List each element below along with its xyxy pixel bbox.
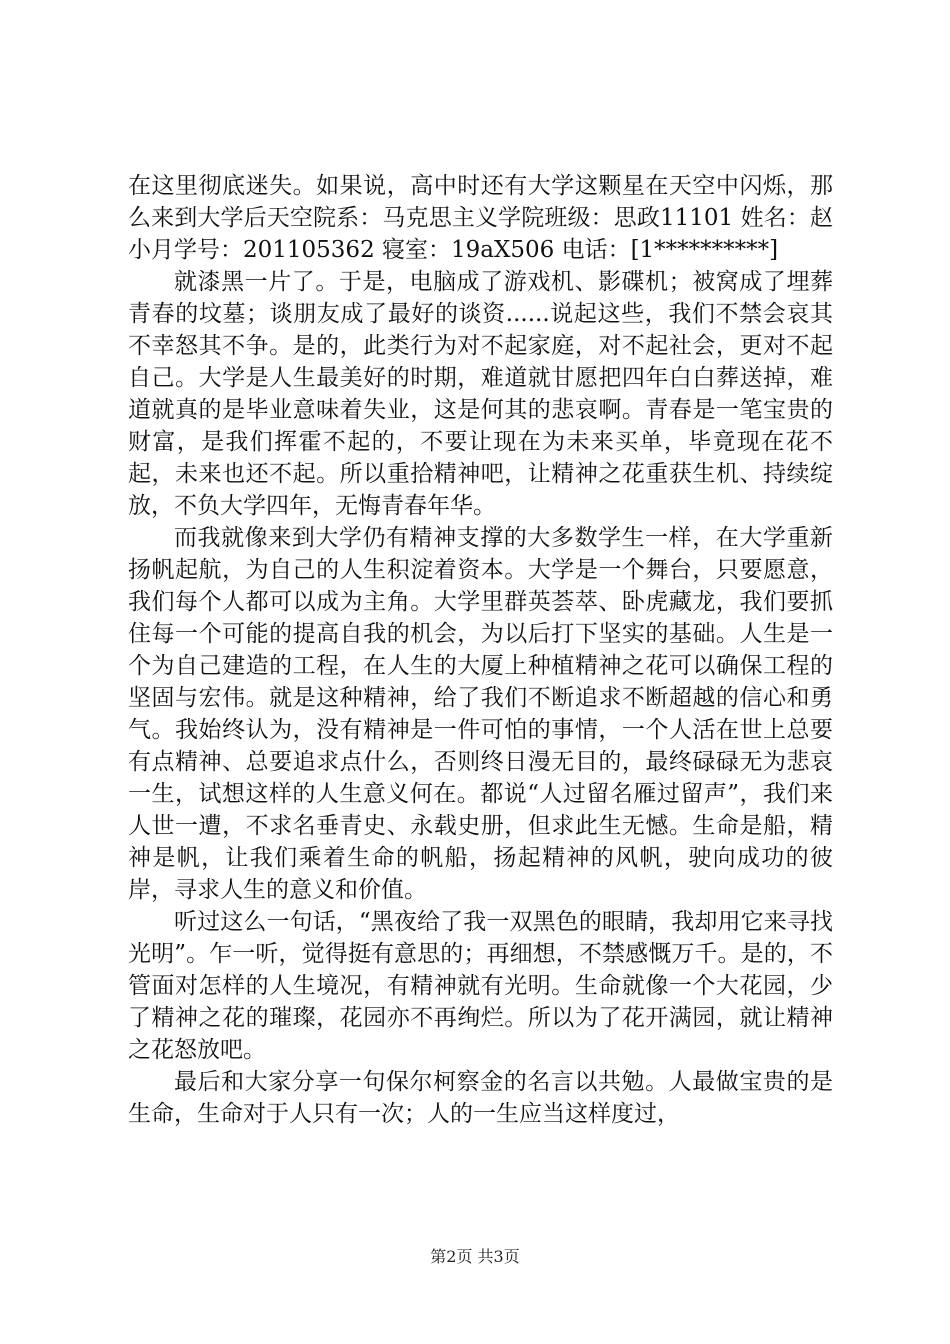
paragraph-4: 听过这么一句话，“黑夜给了我一双黑色的眼睛，我却用它来寻找光明”。乍一听，觉得挺有意思的；再细想，不禁感慨万千。是的，不管面对怎样的人生境况，有精神就有光明。生命就像一个大花园，少了精神之花的璀璨，花园亦不再绚烂。所以为了花开满园，就让精神之花怒放吧。 <box>128 909 833 1063</box>
paragraph-2: 就漆黑一片了。于是，电脑成了游戏机、影碟机；被窝成了埋葬青春的坟墓；谈朋友成了最好的谈资......说起这些，我们不禁会哀其不幸怒其不争。是的，此类行为对不起家庭，对不起社会，更对不起自己。大学是人生最美好的时期，难道就甘愿把四年白白葬送掉，难道就真的是毕业意味着失业，这是何其的悲哀啊。青春是一笔宝贵的财富，是我们挥霍不起的，不要让现在为未来买单，毕竟现在花不起，未来也还不起。所以重拾精神吧，让精神之花重获生机、持续绽放，不负大学四年，无悔青春年华。 <box>128 269 833 519</box>
paragraph-1: 在这里彻底迷失。如果说，高中时还有大学这颗星在天空中闪烁，那么来到大学后天空院系：马克思主义学院班级：思政11101 姓名：赵小月学号：201105362 寝室：19aX506 电话：[1**********] <box>128 173 833 263</box>
page-footer: 第2页 共3页 <box>430 1247 520 1266</box>
paragraph-3: 而我就像来到大学仍有精神支撑的大多数学生一样，在大学重新扬帆起航，为自己的人生积淀着资本。大学是一个舞台，只要愿意，我们每个人都可以成为主角。大学里群英荟萃、卧虎藏龙，我们要抓住每一个可能的提高自我的机会，为以后打下坚实的基础。人生是一个为自己建造的工程，在人生的大厦上种植精神之花可以确保工程的坚固与宏伟。就是这种精神，给了我们不断追求不断超越的信心和勇气。我始终认为，没有精神是一件可怕的事情，一个人活在世上总要有点精神、总要追求点什么，否则终日漫无目的，最终碌碌无为悲哀一生，试想这样的人生意义何在。都说“人过留名雁过留声”，我们来人世一遭，不求名垂青史、永载史册，但求此生无憾。生命是船，精神是帆，让我们乘着生命的帆船，扬起精神的风帆，驶向成功的彼岸，寻求人生的意义和价值。 <box>128 525 833 903</box>
document-body <box>128 170 833 1130</box>
paragraph-5: 最后和大家分享一句保尔柯察金的名言以共勉。人最做宝贵的是生命，生命对于人只有一次；人的一生应当这样度过， <box>128 1069 833 1127</box>
